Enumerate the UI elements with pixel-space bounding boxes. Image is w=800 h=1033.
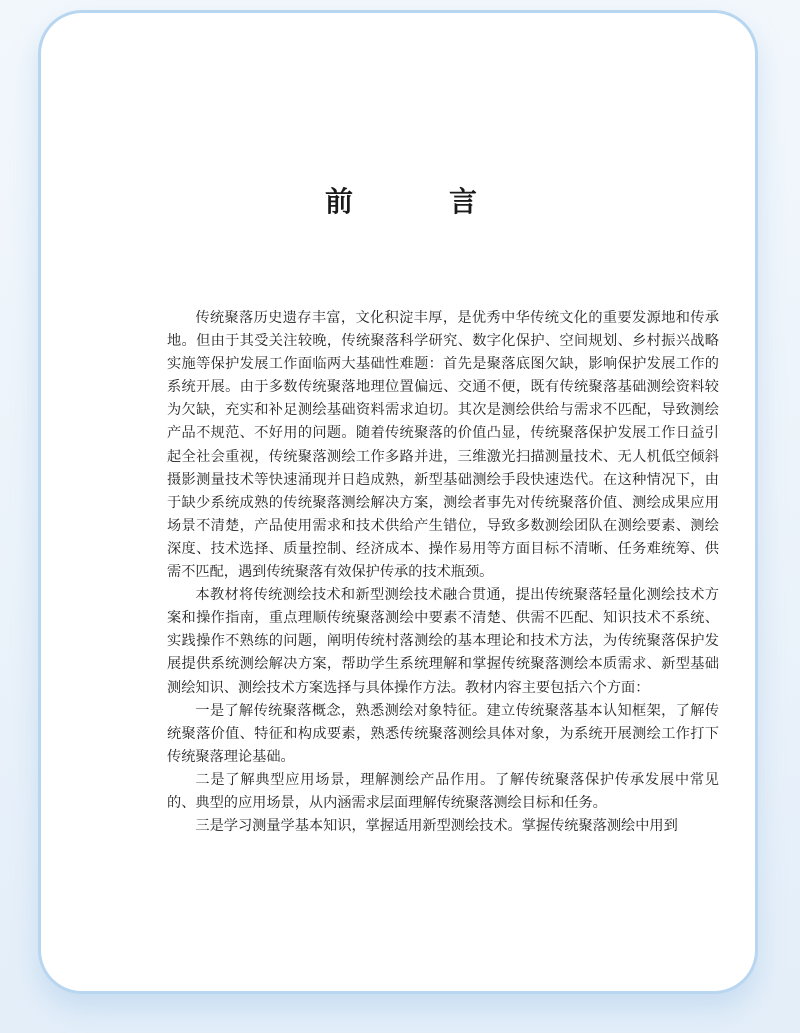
paragraph-2: 本教材将传统测绘技术和新型测绘技术融合贯通，提出传统聚落轻量化测绘技术方案和操作指南，重点理顺传统聚落测绘中要素不清楚、供需不匹配、知识技术不系统、实践操作不熟练的问题，阐明传统村落测绘的基本理论和技术方法，为传统聚落保护发展提供系统测绘解决方案，帮助学生系统理解和掌握传统聚落测绘本质需求、新型基础测绘知识、测绘技术方案选择与具体操作方法。教材内容主要包括六个方面： xyxy=(167,587,719,696)
page-card xyxy=(38,10,758,994)
paragraph-5: 三是学习测量学基本知识，掌握适用新型测绘技术。掌握传统聚落测绘中用到 xyxy=(195,818,678,835)
preface-body xyxy=(167,307,719,838)
paragraph-3: 一是了解传统聚落概念，熟悉测绘对象特征。建立传统聚落基本认知框架，了解传统聚落价值、特征和构成要素，熟悉传统聚落测绘具体对象，为系统开展测绘工作打下传统聚落理论基础。 xyxy=(167,702,719,765)
paragraph-1: 传统聚落历史遗存丰富，文化积淀丰厚，是优秀中华传统文化的重要发源地和传承地。但由于其受关注较晚，传统聚落科学研究、数字化保护、空间规划、乡村振兴战略实施等保护发展工作面临两大基础性难题：首先是聚落底图欠缺，影响保护发展工作的系统开展。由于多数传统聚落地理位置偏远、交通不便，既有传统聚落基础测绘资料较为欠缺，充实和补足测绘基础资料需求迫切。其次是测绘供给与需求不匹配，导致测绘产品不规范、不好用的问题。随着传统聚落的价值凸显，传统聚落保护发展工作日益引起全社会重视，传统聚落测绘工作多路并进，三维激光扫描测量技术、无人机低空倾斜摄影测量技术等快速涌现并日趋成熟，新型基础测绘手段快速迭代。在这种情况下，由于缺少系统成熟的传统聚落测绘解决方案，测绘者事先对传统聚落价值、测绘成果应用场景不清楚，产品使用需求和技术供给产生错位，导致多数测绘团队在测绘要素、测绘深度、技术选择、质量控制、经济成本、操作易用等方面目标不清晰、任务难统筹、供需不匹配，遇到传统聚落有效保护传承的技术瓶颈。 xyxy=(167,310,719,581)
page-title: 前 言 xyxy=(324,185,511,218)
paragraph-4: 二是了解典型应用场景，理解测绘产品作用。了解传统聚落保护传承发展中常见的、典型的应用场景，从内涵需求层面理解传统聚落测绘目标和任务。 xyxy=(167,771,719,811)
